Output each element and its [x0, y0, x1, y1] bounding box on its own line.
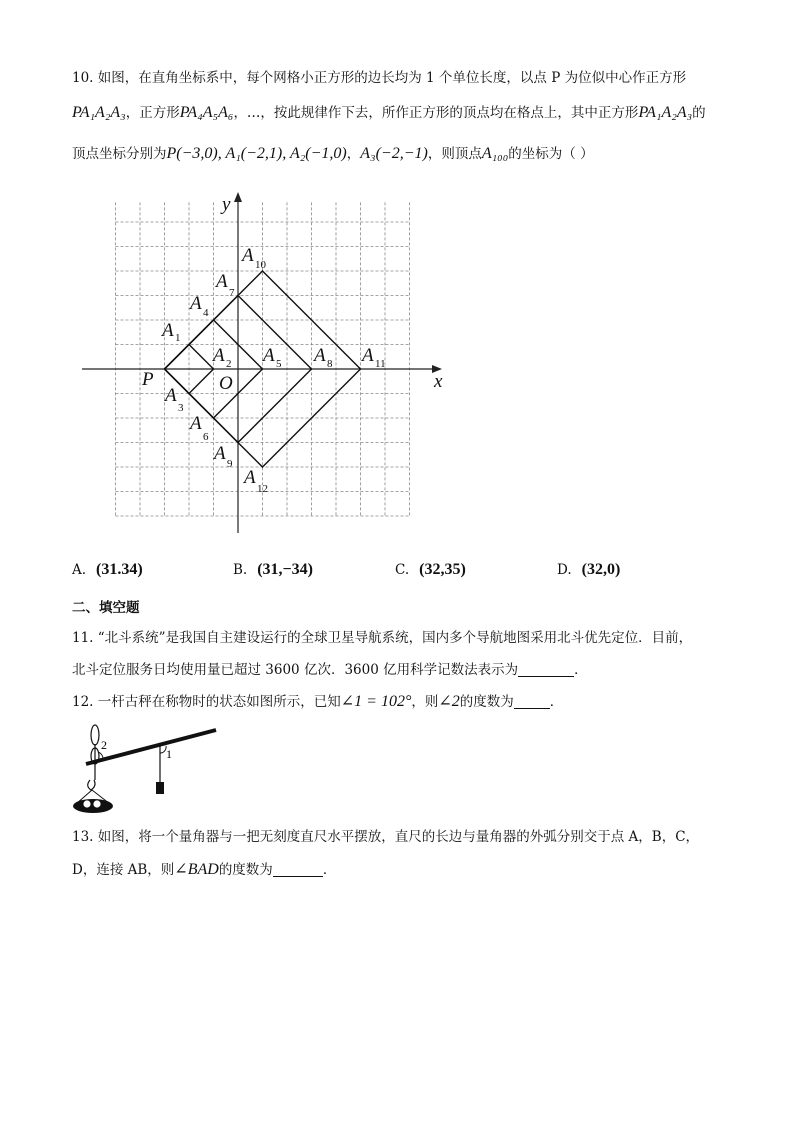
- label-A12-sub: 12: [257, 483, 268, 495]
- q12-text-c: 的度数为: [459, 694, 514, 710]
- q10-line3-b: ，则顶点: [427, 146, 482, 162]
- q11-line1: 11. “北斗系统”是我国自主建设运行的全球卫星导航系统，国内多个导航地图采用北斗优先定位．目前，: [72, 630, 693, 646]
- option-b-value: (31,−34): [257, 561, 313, 578]
- label-A10-sub: 10: [255, 259, 266, 271]
- x-axis-label: x: [434, 371, 443, 392]
- label-A6-sub: 6: [203, 431, 209, 443]
- q10-line2: [72, 103, 732, 123]
- label-A6: A: [190, 413, 202, 434]
- q10-a100: A₁₀₀: [481, 145, 509, 162]
- q12-text-a: 12. 一杆古秤在称物时的状态如图所示，已知: [72, 694, 341, 710]
- option-b-label: B.: [233, 562, 248, 578]
- label-A11-sub: 11: [375, 358, 386, 370]
- option-d-value: (32,0): [581, 561, 621, 578]
- label-A9-sub: 9: [227, 458, 233, 470]
- q10-line2-b: ，正方形: [125, 105, 180, 121]
- q11-line2-text: 北斗定位服务日均使用量已超过 3600 亿次．3600 亿用科学记数法表示为: [72, 662, 519, 678]
- label-A4-sub: 4: [203, 307, 209, 319]
- q13-angle: ∠BAD: [174, 861, 219, 878]
- pan-object-2: [93, 800, 100, 807]
- q11-answer-blank[interactable]: [518, 662, 574, 677]
- q10-line2-d: 的: [692, 105, 706, 121]
- q10-line3-comma: ，: [346, 146, 361, 162]
- label-A2: A: [213, 345, 225, 366]
- label-A1: A: [162, 320, 174, 341]
- option-a-label: A.: [72, 562, 87, 578]
- q12-end: ．: [549, 694, 564, 710]
- origin-label: O: [219, 373, 233, 394]
- label-A5: A: [263, 345, 275, 366]
- label-P: P: [142, 369, 154, 390]
- weighing-pan: [73, 799, 113, 813]
- option-a-value: (31.34): [96, 561, 143, 578]
- q12-answer-blank[interactable]: [514, 694, 550, 709]
- y-axis-label: y: [222, 194, 231, 215]
- q10-coords: P(−3,0), A₁(−2,1), A₂(−1,0): [166, 145, 347, 162]
- q13-line1: 13. 如图，将一个量角器与一把无刻度直尺水平摆放，直尺的长边与量角器的外弧分别交于点 A，B，C，: [72, 829, 700, 845]
- label-A3-sub: 3: [178, 402, 184, 414]
- q10-line3-a: 顶点坐标分别为: [72, 146, 167, 162]
- q10-square1: PA₁A₂A₃: [72, 104, 126, 121]
- q13-line2-a: D，连接 AB，则: [72, 862, 175, 878]
- q13-end: ．: [322, 862, 337, 878]
- q10-square1-again: PA₁A₂A₃: [638, 104, 693, 121]
- q11-end: ．: [574, 662, 588, 678]
- q12-angle2: ∠2: [438, 693, 460, 710]
- q10-line3: [72, 144, 732, 164]
- option-d[interactable]: [557, 561, 620, 579]
- label-A4: A: [190, 293, 202, 314]
- counterweight: [156, 782, 164, 794]
- option-c-label: C.: [395, 562, 410, 578]
- option-b[interactable]: [233, 561, 313, 579]
- option-a[interactable]: [72, 561, 143, 579]
- q11-line2: [72, 660, 732, 680]
- label-A8-sub: 8: [327, 358, 333, 370]
- label-A7: A: [216, 271, 228, 292]
- label-A5-sub: 5: [276, 358, 282, 370]
- label-A1-sub: 1: [175, 332, 181, 344]
- section-title: 二、填空题: [72, 600, 140, 616]
- label-A7-sub: 7: [229, 287, 235, 299]
- y-axis-arrow: [234, 192, 242, 202]
- label-A8: A: [314, 345, 326, 366]
- label-A12: A: [244, 467, 256, 488]
- q13-line2-b: 的度数为: [218, 862, 273, 878]
- pan-object-1: [83, 800, 90, 807]
- hook-lower: [88, 780, 95, 790]
- q13-line2: [72, 860, 732, 880]
- q10-line1: 10. 如图，在直角坐标系中，每个网格小正方形的边长均为 1 个单位长度，以点 P 为位似中心作正方形: [72, 70, 687, 86]
- label-A11: A: [362, 345, 374, 366]
- q10-line2-c: ，…，按此规律作下去，所作正方形的顶点均在格点上，其中正方形: [233, 105, 639, 121]
- label-A9: A: [214, 443, 226, 464]
- q13-answer-blank[interactable]: [273, 862, 323, 877]
- q12-line: [72, 692, 732, 712]
- q10-square2: PA₄A₅A₆: [179, 104, 234, 121]
- label-A3: A: [165, 385, 177, 406]
- option-c[interactable]: [395, 561, 466, 579]
- q12-text-b: ，则: [411, 694, 439, 710]
- label-A2-sub: 2: [226, 358, 232, 370]
- axes: [82, 192, 442, 533]
- angle2-label: 2: [101, 738, 107, 752]
- label-A10: A: [242, 245, 254, 266]
- q12-angle1: ∠1 = 102°: [340, 693, 412, 710]
- q10-line3-c: 的坐标为（ ）: [508, 146, 594, 162]
- coordinate-figure: [76, 188, 456, 538]
- q10-a3-coord: A₃(−2,−1): [360, 145, 428, 162]
- option-c-value: (32,35): [419, 561, 466, 578]
- angle1-label: 1: [166, 747, 172, 761]
- option-d-label: D.: [557, 562, 572, 578]
- steelyard-figure: [66, 720, 226, 820]
- hook-loop-top: [91, 725, 99, 745]
